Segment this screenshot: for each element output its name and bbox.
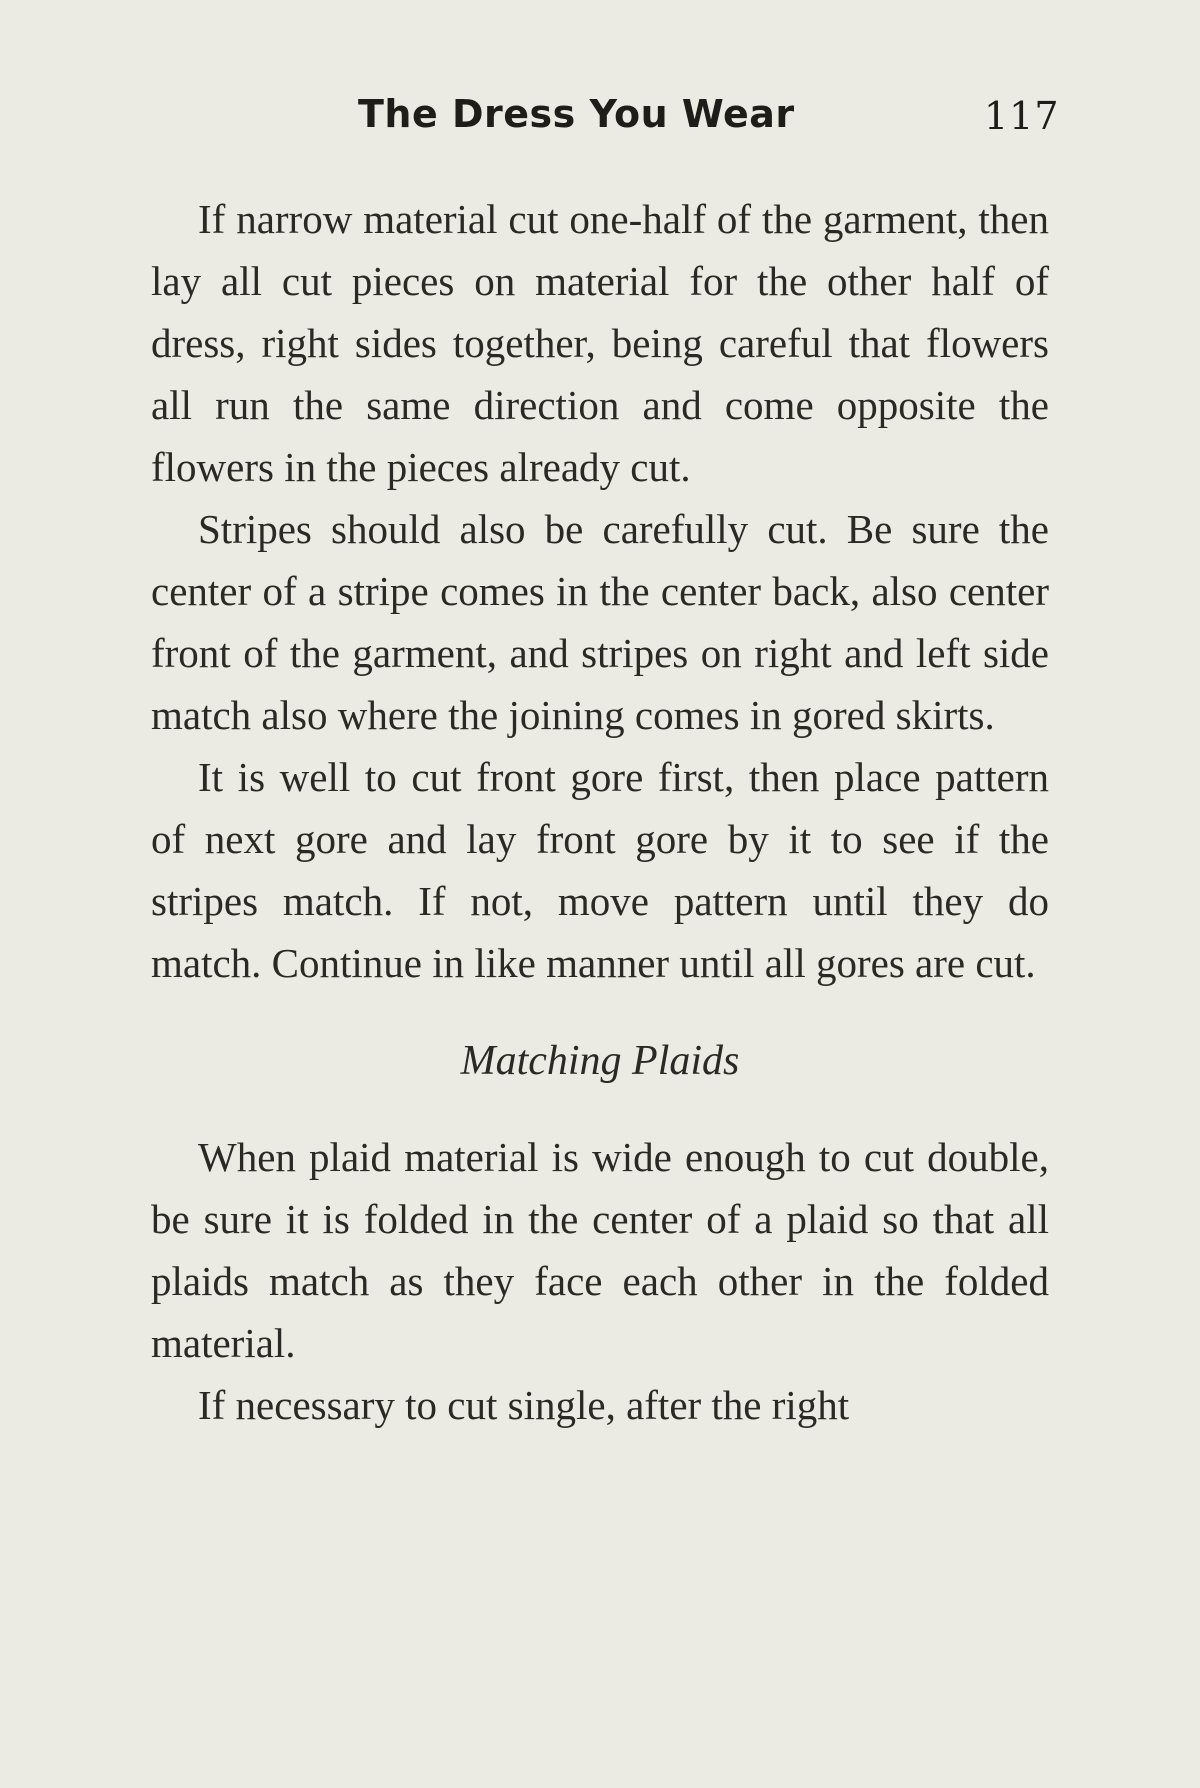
paragraph-stripes: Stripes should also be carefully cut. Be sure the center of a stripe comes in the center back, also center front of the garment, and stripes on right and left side match also where the joining comes in gored skirts. [151, 506, 1049, 738]
running-head [0, 92, 1200, 142]
running-head-title: The Dress You Wear [358, 92, 795, 136]
page-number: 117 [984, 94, 1060, 138]
section-heading: Matching Plaids [460, 1038, 740, 1084]
body-text [151, 188, 1049, 1436]
paragraph-plaid-double: When plaid material is wide enough to cut double, be sure it is folded in the center of a plaid so that all plaids match as they face each other in the folded material. [151, 1134, 1049, 1366]
paragraph-front-gore: It is well to cut front gore first, then place pattern of next gore and lay front gore by it to see if the stripes match. If not, move pattern until they do match. Continue in like manner until all gores are cut. [151, 754, 1049, 986]
paragraph-plaid-single: If necessary to cut single, after the right [198, 1382, 850, 1428]
paragraph-narrow-material: If narrow material cut one-half of the garment, then lay all cut pieces on material for the other half of dress, right sides together, being careful that flowers all run the same direction and come opposite the flowers in the pieces already cut. [151, 196, 1049, 490]
